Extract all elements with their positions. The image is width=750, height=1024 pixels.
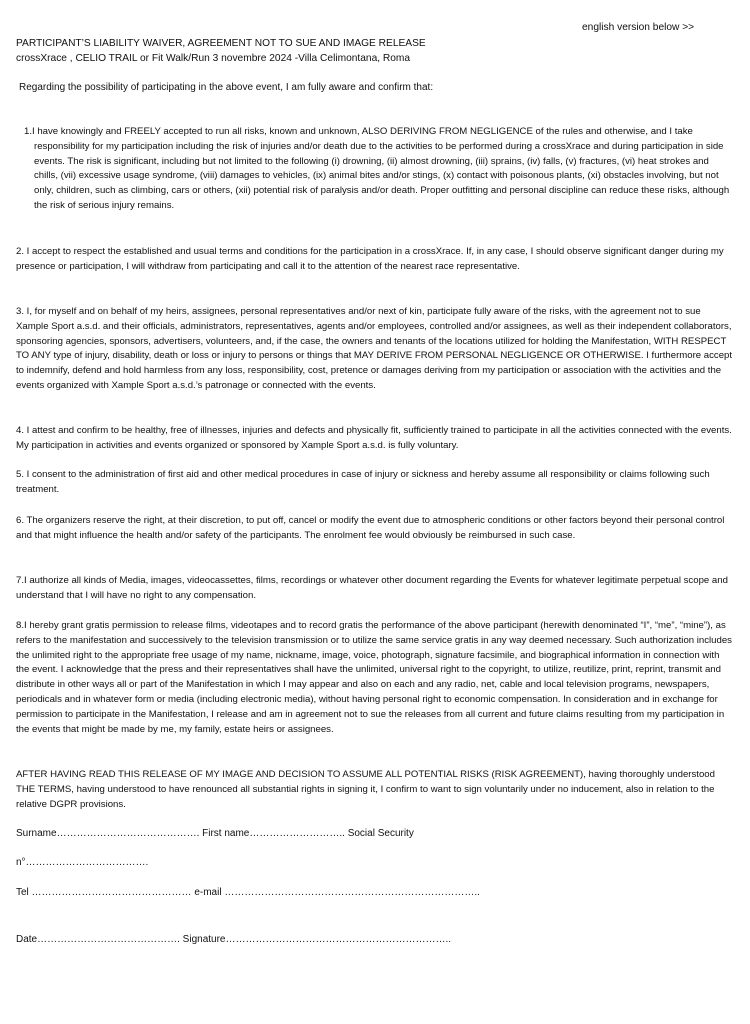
clause-8: 8.I hereby grant gratis permission to release films, videotapes and to record gratis the performance of the above participant (herewith denominated “I”, “me”, “mine”), as refers to the manifestation and successively to the television transmission or to utilize the same service gratis in any way deemed necessary. Such authorization includes the unlimited right to the appropriate free usage of my name, nickname, image, voice, photograph, signature facsimile, and biographical information in connection with the event. I acknowledge that the press and their representatives shall have the unlimited, universal right to the copyright, to utilize, reutilize, print, reprint, transmit and distribute in other ways all or part of the Manifestation in which I may appear and also on each and any radio, net, cable and local television programs, newspapers, periodicals and in whatever form or media (including electronic media), without having personal right to economic compensation. In consideration and in exchange for permission to participate in the Manifestation, I release and am in agreement not to sue the releases from all current and future claims resulting from my participation in the events that might be made by me, my family, estate heirs or assignees.: [16, 620, 732, 735]
clause-5: 5. I consent to the administration of first aid and other medical procedures in case of injury or sickness and hereby assume all responsibility or claims following such treatment.: [16, 469, 710, 495]
document-header: [16, 37, 616, 66]
english-version-note: english version below >>: [582, 22, 695, 33]
clause-1: 1.I have knowingly and FREELY accepted to run all risks, known and unknown, ALSO DERIVING FROM NEGLIGENCE of the rules and otherwise, and I take responsibility for my participation including the risk of injuries and/or death due to the activities to be performed during a crossXrace and during participation in side events. The risk is significant, including but not limited to the following (i) drowning, (ii) almost drowning, (iii) sprains, (iv) falls, (v) fractures, (vi) heat strokes and chills, (vii) excessive usage syndrome, (viii) damages to vehicles, (ix) animal bites and/or stings, (x) contact with poisonous plants, (xi) obstacles involving, but not only, children, such as climbing, cars or others, (xii) potential risk of paralysis and/or death. Proper outfitting and personal discipline can reduce these risks, although the risk of serious injury remains.: [24, 126, 730, 211]
date-signature-field[interactable]: Date……………………………………. Signature…………………………………………………………..: [16, 934, 452, 945]
clause-3: 3. I, for myself and on behalf of my heirs, assignees, personal representatives and/or next of kin, participate fully aware of the risks, with the agreement not to sue Xample Sport a.s.d. and their officials, administrators, representatives, agents and/or employees, controlled and/or assignees, as well as their independent collaborators, sponsoring agencies, sponsors, advertisers, volunteers, and, if the case, the owners and tenants of the locations utilized for holding the Manifestation, WITH RESPECT TO ANY type of injury, disability, death or loss or injury to persons or things that MAY DERIVE FROM PERSONAL NEGLIGENCE OR OTHERWISE. I furthermore accept to indemnify, defend and hold harmless from any loss, responsibility, cost, pretence or damages deriving from my participation or association with the activities and the events organized with Xample Sport a.s.d.’s patronage or connected with the events.: [16, 306, 733, 391]
surname-firstname-field[interactable]: Surname……………………………………. First name……………………….. Social Security: [16, 828, 414, 839]
clause-7: 7.I authorize all kinds of Media, images, videocassettes, films, recordings or whatever other document regarding the Events for whatever legitimate perpetual scope and understand that I will have no right to any compensation.: [16, 575, 728, 601]
clause-2: 2. I accept to respect the established and usual terms and conditions for the participation in a crossXrace. If, in any case, I should observe significant danger during my presence or participation, I will withdraw from participating and call it to the attention of the nearest race representative.: [16, 246, 724, 272]
intro-text: Regarding the possibility of participating in the above event, I am fully aware and confirm that:: [19, 82, 434, 93]
number-field[interactable]: n°……………………………….: [16, 857, 149, 868]
final-declaration: AFTER HAVING READ THIS RELEASE OF MY IMAGE AND DECISION TO ASSUME ALL POTENTIAL RISKS (RISK AGREEMENT), having thoroughly understood THE TERMS, having understood to have renounced all substantial rights in signing it, I confirm to want to sign voluntarily under no inducement, also in relation to the relative DGPR provisions.: [16, 769, 715, 810]
clause-4: 4. I attest and confirm to be healthy, free of illnesses, injuries and defects and physically fit, sufficiently trained to participate in all the activities connected with the events. My participation in activities and events organized or sponsored by Xample Sport a.s.d. is fully voluntary.: [16, 425, 732, 451]
event-line: crossXrace , CELIO TRAIL or Fit Walk/Run 3 novembre 2024 -Villa Celimontana, Roma: [16, 52, 411, 64]
clause-6: 6. The organizers reserve the right, at their discretion, to put off, cancel or modify the event due to atmospheric conditions or other factors beyond their personal control and that might influence the health and/or safety of the participants. The enrolment fee would obviously be reimbursed in such case.: [16, 515, 725, 541]
tel-email-field[interactable]: Tel ………………………………………… e-mail …………………………………………………………………..: [16, 887, 480, 898]
document-title: PARTICIPANT’S LIABILITY WAIVER, AGREEMENT NOT TO SUE AND IMAGE RELEASE: [16, 38, 426, 49]
